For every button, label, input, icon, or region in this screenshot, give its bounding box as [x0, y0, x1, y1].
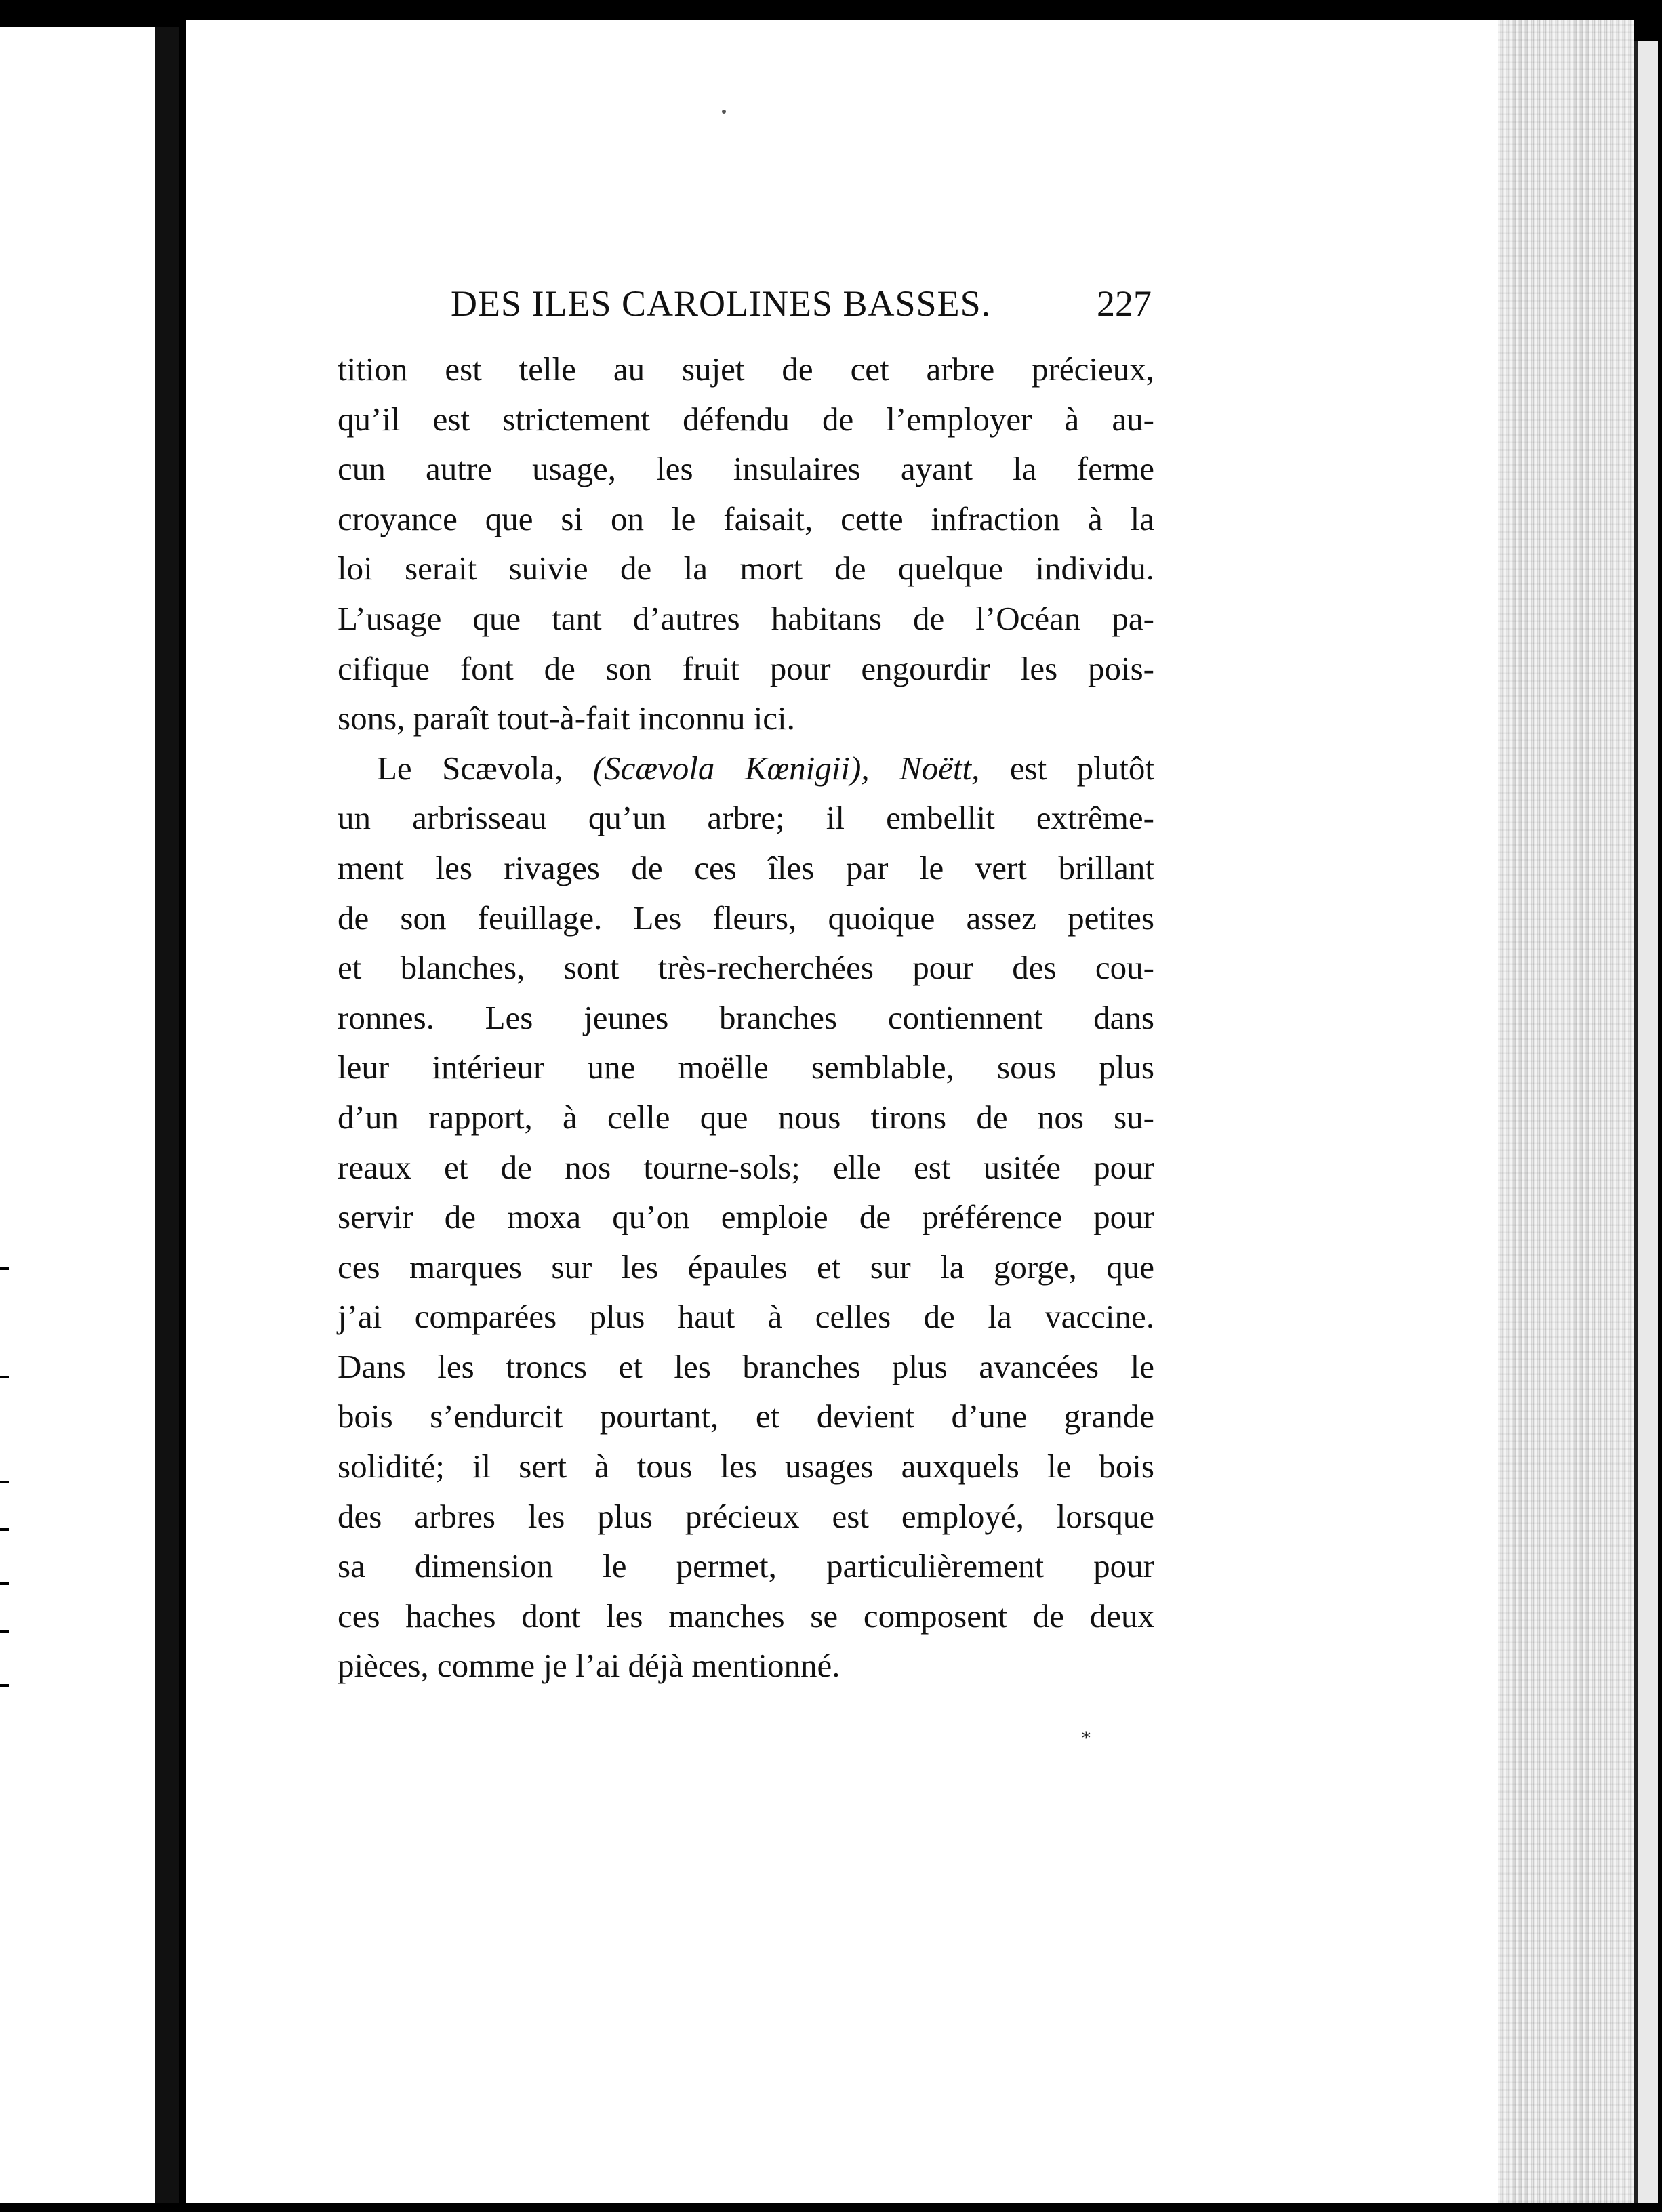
text-line: un arbrisseau qu’un arbre; il embellit extrême- — [338, 799, 1154, 837]
book-edge — [1634, 41, 1658, 2203]
margin-mark — [0, 1376, 9, 1378]
text-line: qu’il est strictement défendu de l’employer à au- — [338, 400, 1154, 438]
left-page-margin — [0, 27, 169, 2203]
text-line: d’un rapport, à celle que nous tirons de nos su- — [338, 1098, 1154, 1136]
text-line: solidité; il sert à tous les usages auxquels le bois — [338, 1448, 1154, 1486]
margin-mark — [0, 1481, 9, 1483]
running-title: DES ILES CAROLINES BASSES. — [451, 283, 992, 324]
text-run: Le Scævola, — [377, 749, 593, 787]
page-edges — [1498, 20, 1634, 2203]
margin-mark — [0, 1582, 9, 1585]
margin-mark — [0, 1267, 9, 1270]
text-line: servir de moxa qu’on emploie de préférence pour — [338, 1198, 1154, 1236]
text-line: leur intérieur une moëlle semblable, sous plus — [338, 1048, 1154, 1086]
text-line: croyance que si on le faisait, cette infraction à la — [338, 499, 1154, 537]
text-line: des arbres les plus précieux est employé, lorsque — [338, 1497, 1154, 1535]
text-line: sons, paraît tout-à-fait inconnu ici. — [338, 699, 795, 737]
text-line-para-start — [338, 743, 1154, 794]
text-line: et blanches, sont très-recherchées pour des cou- — [338, 949, 1154, 987]
text-line: cifique font de son fruit pour engourdir les pois- — [338, 649, 1154, 687]
book-gutter — [155, 27, 179, 2203]
text-line: L’usage que tant d’autres habitans de l’Océan pa- — [338, 599, 1154, 637]
text-line: de son feuillage. Les fleurs, quoique assez petites — [338, 899, 1154, 937]
text-run: est plutôt — [979, 749, 1154, 787]
ornament-asterisk: * — [1081, 1727, 1091, 1749]
text-run-italic: (Scævola Kœnigii), Noëtt, — [592, 749, 980, 787]
running-head — [451, 276, 1162, 331]
page-number: 227 — [1097, 283, 1152, 324]
text-line: ment les rivages de ces îles par le vert brillant — [338, 848, 1154, 886]
text-line: sa dimension le permet, particulièrement pour — [338, 1547, 1154, 1585]
text-line: pièces, comme je l’ai déjà mentionné. — [338, 1647, 840, 1685]
text-line: reaux et de nos tourne-sols; elle est usitée pour — [338, 1148, 1154, 1186]
text-line: ces marques sur les épaules et sur la gorge, que — [338, 1248, 1154, 1286]
margin-mark — [0, 1528, 9, 1531]
speck — [722, 110, 726, 114]
text-line: cun autre usage, les insulaires ayant la ferme — [338, 450, 1154, 488]
text-line: Dans les troncs et les branches plus avancées le — [338, 1347, 1154, 1385]
body-text — [338, 344, 1154, 1691]
text-line: j’ai comparées plus haut à celles de la vaccine. — [338, 1298, 1154, 1336]
text-line: ces haches dont les manches se composent de deux — [338, 1597, 1154, 1635]
left-page-sliver — [0, 0, 186, 2212]
text-line: bois s’endurcit pourtant, et devient d’une grande — [338, 1397, 1154, 1435]
text-line: loi serait suivie de la mort de quelque individu. — [338, 550, 1154, 588]
margin-mark — [0, 1684, 9, 1687]
text-line: tition est telle au sujet de cet arbre précieux, — [338, 350, 1154, 388]
text-line: ronnes. Les jeunes branches contiennent dans — [338, 998, 1154, 1036]
margin-mark — [0, 1630, 9, 1633]
